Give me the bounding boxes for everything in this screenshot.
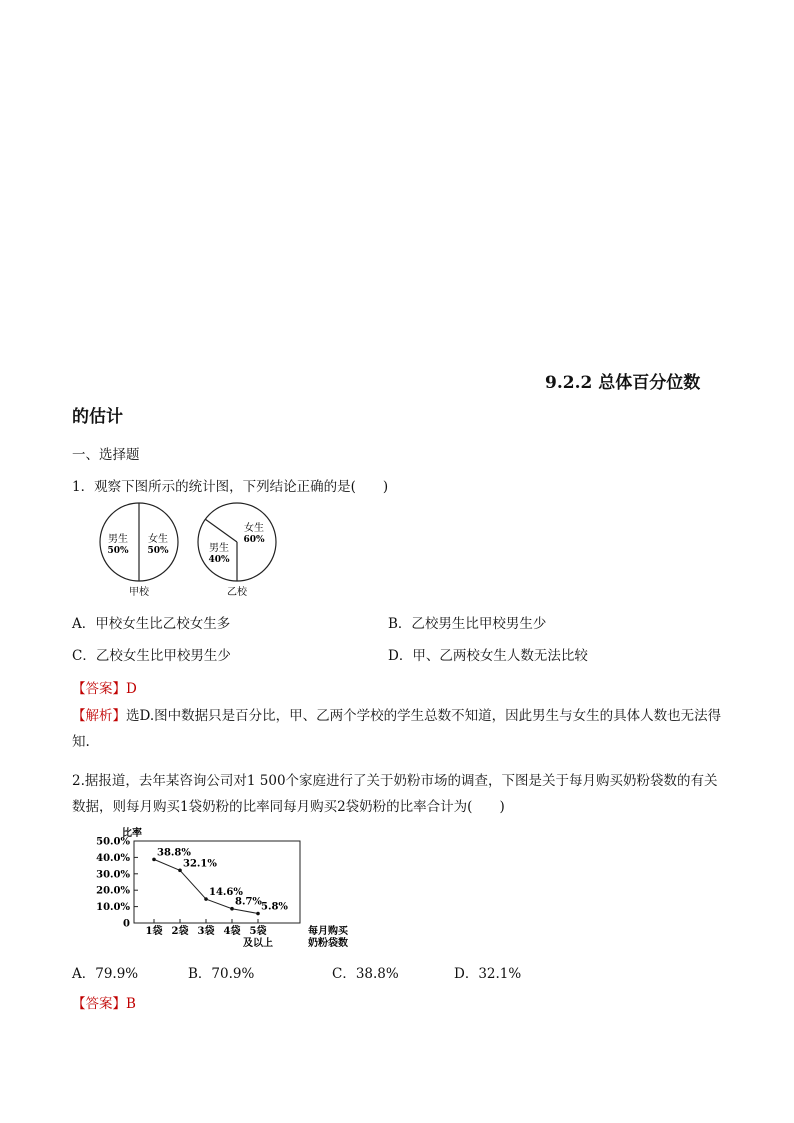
y-tick-label: 30.0% [96,869,130,881]
y-axis-label: 比率 [122,828,142,839]
data-label: 32.1% [183,858,217,870]
data-point [256,912,260,916]
x-tick-label: 1袋 [145,926,163,937]
x-tick-label: 3袋 [197,926,215,937]
pie-a-girl-pct: 50% [147,546,169,556]
q2-stem: 2.据报道，去年某咨询公司对1 500个家庭进行了关于奶粉市场的调查，下图是关于每月购买奶粉袋数的有关数据，则每月购买1袋奶粉的比率同每月购买2袋奶粉的比率合计为( ) [72,773,718,815]
q1-option-a: A．甲校女生比乙校女生多 [72,616,231,632]
pie-charts-figure [94,500,284,600]
pie-b-boy-label: 男生 [209,543,229,554]
y-tick-label: 50.0% [96,836,130,848]
data-label: 8.7% [235,896,262,908]
q2-answer-tag: 【答案】 [72,996,126,1012]
y-tick-label: 10.0% [96,902,130,914]
data-label: 38.8% [157,847,191,859]
title-line-2: 的估计 [72,407,123,427]
q1-stem: 1．观察下图所示的统计图，下列结论正确的是( ) [72,479,389,495]
pie-a-caption: 甲校 [129,587,149,598]
q1-analysis-tag: 【解析】 [72,708,126,724]
q2-option-b: B．70.9% [188,966,255,982]
pie-b-boy-pct: 40% [208,555,230,565]
q1-option-d: D．甲、乙两校女生人数无法比较 [388,648,588,664]
x-tick-label: 2袋 [171,926,189,937]
data-point [204,897,208,901]
x-axis-label-line-1: 每月购买 [308,926,348,937]
x-tick-label: 4袋 [223,926,241,937]
y-tick-label: 40.0% [96,852,130,864]
q1-answer-tag: 【答案】 [72,681,126,697]
q2-option-d: D．32.1% [454,966,522,982]
q1-option-c: C．乙校女生比甲校男生少 [72,648,231,664]
data-point [178,869,182,873]
pie-b-girl-pct: 60% [243,535,265,545]
q1-analysis-text: 选D.图中数据只是百分比，甲、乙两个学校的学生总数不知道，因此男生与女生的具体人数也无法得知. [72,708,722,750]
y-ticks [96,837,138,930]
pie-b-girl-label: 女生 [244,523,264,534]
x-axis-label-line-2: 奶粉袋数 [308,938,348,949]
pie-a-girl-label: 女生 [148,534,168,545]
pie-a-boy-pct: 50% [107,546,129,556]
q1-answer [72,677,137,697]
title-line-1: 9.2.2 总体百分位数 [545,373,701,393]
pie-b-divider-2 [205,519,237,542]
x-tick-label-cont: 及以上 [243,938,273,949]
q2-answer [72,992,136,1012]
data-label: 5.8% [261,901,288,913]
pie-a-boy-label: 男生 [108,534,128,545]
q1-answer-value: D [126,681,137,697]
q1-option-b: B．乙校男生比甲校男生少 [388,616,547,632]
y-tick-label: 20.0% [96,885,130,897]
q2-answer-value: B [126,996,136,1012]
y-tick-label: 0 [123,918,130,930]
pie-b-caption: 乙校 [227,587,247,598]
q2-option-a: A．79.9% [72,966,139,982]
q2-option-c: C．38.8% [332,966,399,982]
section-heading: 一、选择题 [72,447,140,463]
data-label: 14.6% [209,887,243,899]
data-point [230,907,234,911]
data-points [152,847,288,915]
x-tick-label: 5袋 [249,926,267,937]
q1-analysis [72,703,724,755]
data-point [152,858,156,862]
line-chart [90,826,350,954]
